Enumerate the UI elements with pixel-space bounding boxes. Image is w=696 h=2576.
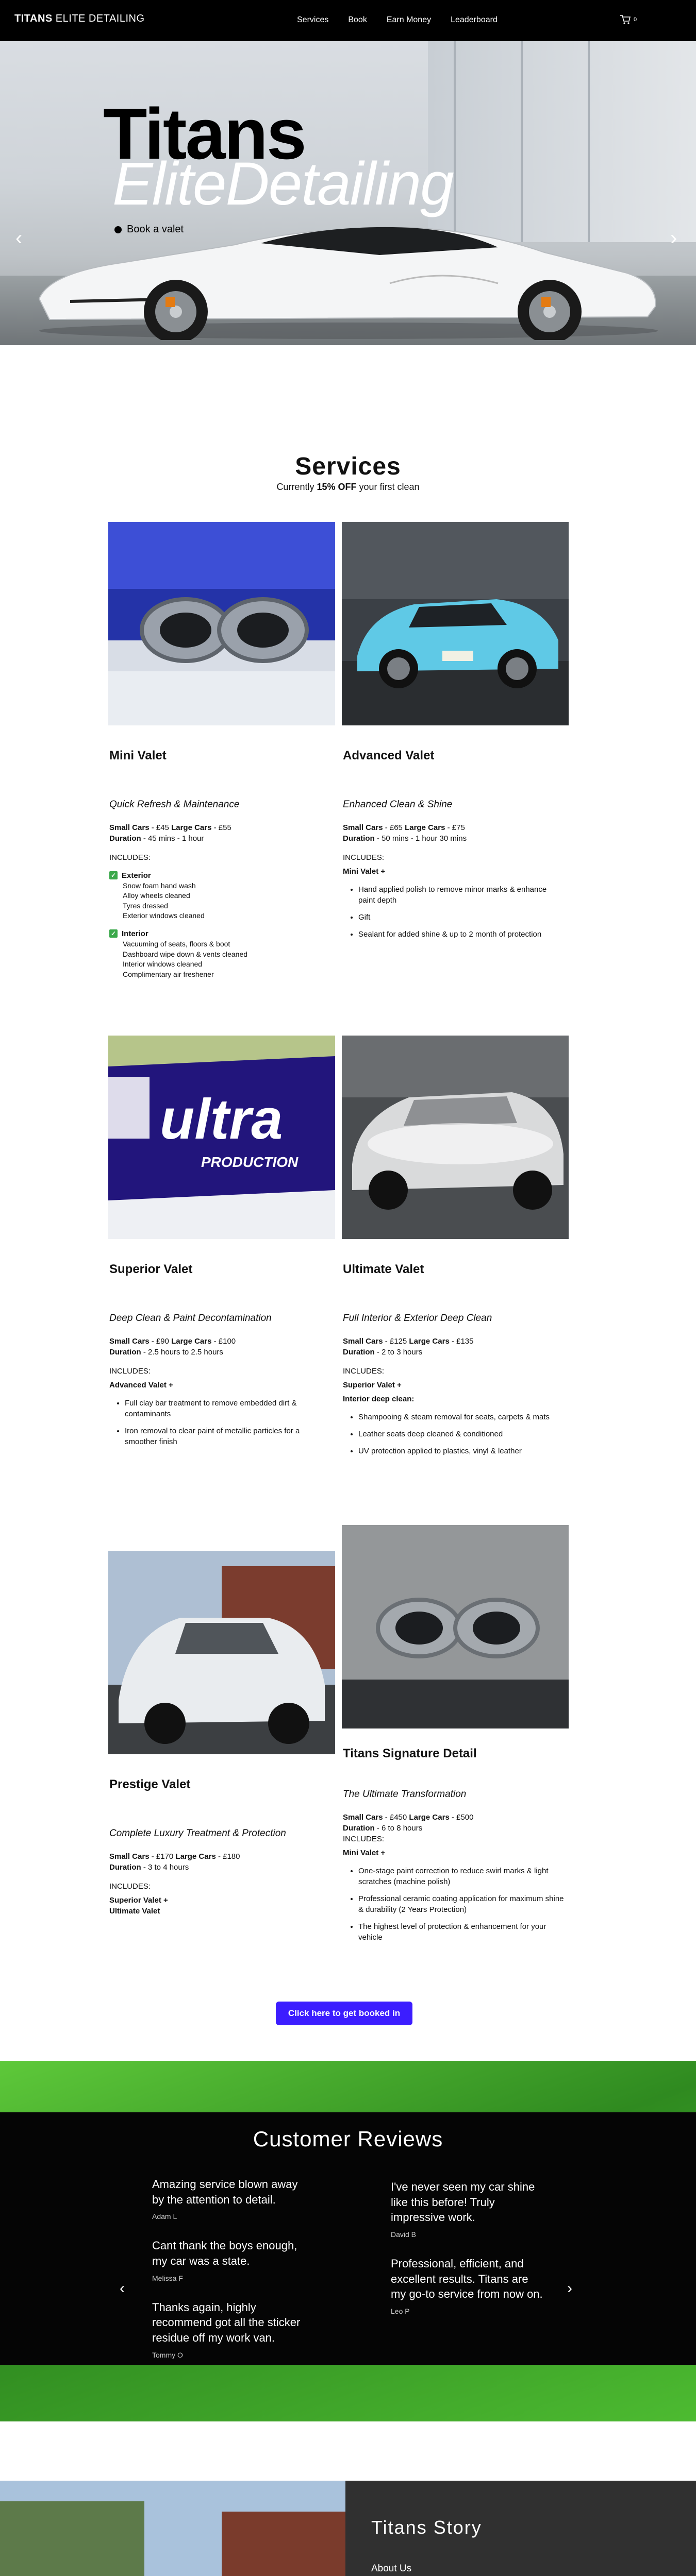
reviews-section <box>0 2061 696 2421</box>
list-item: Complimentary air freshener <box>123 970 214 978</box>
card-body <box>343 1312 565 1463</box>
duration-value: - 2.5 hours to 2.5 hours <box>141 1347 223 1357</box>
list-item: Dashboard wipe down & vents cleaned <box>123 950 248 958</box>
list-item: • Iron removal to clear paint of metallic particles for a smoother finish <box>125 1426 331 1447</box>
duration-value: - 6 to 8 hours <box>374 1823 423 1833</box>
card-price <box>343 822 565 833</box>
hero-book-label: Book a valet <box>127 224 184 235</box>
includes-label: INCLUDES: <box>343 853 385 862</box>
chevron-right-icon[interactable]: › <box>670 227 677 249</box>
card-title: Advanced Valet <box>343 749 435 762</box>
story-section <box>0 2421 696 2576</box>
cart-count: 0 <box>634 16 637 23</box>
advanced-valet-image <box>342 522 569 725</box>
card-tagline: Complete Luxury Treatment & Protection <box>109 1828 286 1839</box>
reviews-column-right <box>391 2179 545 2333</box>
service-card-ultimate-valet <box>342 1036 569 1455</box>
card-body <box>109 1827 331 1917</box>
price-value: - £125 <box>383 1336 409 1346</box>
chevron-left-icon[interactable]: ‹ <box>120 2280 125 2297</box>
review-quote: Thanks again, highly recommend got all the sticker residue off my work van. <box>152 2300 301 2345</box>
service-card-superior-valet <box>108 1036 335 1446</box>
duration-label: Duration <box>343 1823 375 1833</box>
list-item: • Professional ceramic coating application for maximum shine & durability (2 Years Protection) <box>358 1893 565 1915</box>
review-author: Leo P <box>391 2307 410 2316</box>
price-value: - £90 <box>149 1336 172 1346</box>
duration-label: Duration <box>109 1347 141 1357</box>
includes-plus: Advanced Valet + <box>109 1380 173 1389</box>
list-item: • Hand applied polish to remove minor marks & enhance paint depth <box>358 884 565 906</box>
card-duration <box>109 1347 331 1358</box>
price-label: Large Cars <box>171 823 212 832</box>
site-header <box>0 0 696 41</box>
includes-plus: Superior Valet + <box>343 1380 402 1389</box>
includes-plus: Superior Valet + <box>109 1895 168 1905</box>
review-author: Melissa F <box>152 2274 183 2282</box>
list-item: • UV protection applied to plastics, vinyl & leather <box>358 1446 565 1456</box>
includes-label: INCLUDES: <box>343 1366 385 1376</box>
card-price <box>109 822 331 833</box>
includes-label: INCLUDES: <box>109 853 151 862</box>
story-panel <box>345 2481 696 2576</box>
interior-label: Interior <box>122 929 148 938</box>
includes-sub: Interior deep clean: <box>343 1394 415 1403</box>
list-item: Snow foam hand wash <box>123 881 196 890</box>
exterior-label: Exterior <box>122 871 151 880</box>
site-logo[interactable] <box>14 13 145 25</box>
nav-services[interactable]: Services <box>297 15 329 24</box>
logo-accent: ELITE DETAILING <box>55 13 145 24</box>
price-label: Small Cars <box>343 1336 383 1346</box>
price-label: Large Cars <box>171 1336 212 1346</box>
card-list <box>125 1398 331 1447</box>
list-item: • Leather seats deep cleaned & conditioned <box>358 1429 565 1439</box>
review-author: Adam L <box>152 2212 177 2221</box>
card-duration <box>343 1347 565 1358</box>
services-title: Services <box>295 453 401 480</box>
price-label: Small Cars <box>343 1812 383 1822</box>
duration-label: Duration <box>109 834 141 843</box>
subtitle-discount: 15% OFF <box>317 482 357 492</box>
chevron-left-icon[interactable]: ‹ <box>15 227 23 249</box>
superior-valet-image <box>108 1036 335 1239</box>
review-quote: Cant thank the boys enough, my car was a state. <box>152 2239 297 2268</box>
card-tagline: The Ultimate Transformation <box>343 1789 467 1800</box>
hero-title-line2: EliteDetailing <box>112 150 453 218</box>
card-body <box>109 1312 331 1453</box>
price-value: - £100 <box>211 1336 236 1346</box>
checkmark-icon: ✓ <box>109 871 118 879</box>
list-item: • Shampooing & steam removal for seats, carpets & mats <box>358 1412 565 1422</box>
list-item: • Sealant for added shine & up to 2 month of protection <box>358 929 565 940</box>
card-duration <box>109 833 331 844</box>
story-image <box>0 2481 345 2576</box>
card-tagline: Enhanced Clean & Shine <box>343 799 453 810</box>
price-label: Small Cars <box>109 1336 150 1346</box>
nav-earn-money[interactable]: Earn Money <box>386 15 432 24</box>
review-author: David B <box>391 2230 417 2239</box>
price-label: Large Cars <box>175 1852 216 1861</box>
duration-value: - 50 mins - 1 hour 30 mins <box>374 834 467 843</box>
review-quote: Professional, efficient, and excellent results. Titans are my go-to service from now on. <box>391 2257 543 2301</box>
service-card-mini-valet <box>108 522 335 978</box>
cart-icon <box>620 14 631 25</box>
main-nav <box>297 15 517 25</box>
price-value: - £450 <box>383 1812 409 1822</box>
list-item: • One-stage paint correction to reduce swirl marks & light scratches (machine polish) <box>358 1866 565 1887</box>
duration-value: - 3 to 4 hours <box>141 1862 189 1872</box>
nav-leaderboard[interactable]: Leaderboard <box>451 15 498 24</box>
card-title: Prestige Valet <box>109 1777 191 1791</box>
price-value: - £75 <box>445 823 465 832</box>
price-value: - £500 <box>449 1812 474 1822</box>
price-label: Small Cars <box>109 823 150 832</box>
list-item: • Full clay bar treatment to remove embedded dirt & contaminants <box>125 1398 331 1419</box>
book-cta-button[interactable]: Click here to get booked in <box>276 2002 412 2025</box>
subtitle-pre: Currently <box>276 482 317 492</box>
prestige-valet-image <box>108 1551 335 1754</box>
card-tagline: Full Interior & Exterior Deep Clean <box>343 1313 492 1324</box>
mini-valet-image <box>108 522 335 725</box>
card-body <box>109 798 331 979</box>
card-title: Superior Valet <box>109 1262 193 1276</box>
card-price <box>343 1812 565 1823</box>
list-item: Alloy wheels cleaned <box>123 891 190 900</box>
hero-banner <box>0 41 696 345</box>
includes-label: INCLUDES: <box>109 1882 151 1891</box>
card-list <box>358 1412 565 1456</box>
review-quote: Amazing service blown away by the attention to detail. <box>152 2178 298 2206</box>
list-item: Vacuuming of seats, floors & boot <box>123 939 230 948</box>
van-logo-text: ultra <box>160 1088 283 1151</box>
list-item: Exterior windows cleaned <box>123 911 205 920</box>
reviews-title: Customer Reviews <box>253 2127 443 2151</box>
duration-label: Duration <box>343 834 375 843</box>
includes-plus: Mini Valet + <box>343 867 386 876</box>
includes-label: INCLUDES: <box>343 1834 385 1843</box>
bullet-icon <box>114 226 122 233</box>
interior-heading <box>109 928 331 939</box>
signature-detail-image <box>342 1525 569 1728</box>
checkmark-icon: ✓ <box>109 929 118 938</box>
card-duration <box>343 833 565 844</box>
list-item: • The highest level of protection & enhancement for your vehicle <box>358 1921 565 1943</box>
card-list <box>358 884 565 940</box>
review-author: Tommy O <box>152 2350 183 2359</box>
price-label: Large Cars <box>405 823 445 832</box>
price-value: - £180 <box>216 1852 240 1861</box>
story-title: Titans Story <box>371 2517 482 2538</box>
hero-title-line1: Titans <box>103 93 305 174</box>
price-value: - £45 <box>149 823 172 832</box>
card-body <box>343 1788 565 1949</box>
list-item: • Gift <box>358 912 565 923</box>
duration-value: - 2 to 3 hours <box>374 1347 423 1357</box>
service-card-advanced-valet <box>342 522 569 939</box>
duration-label: Duration <box>109 1862 141 1872</box>
list-item: Tyres dressed <box>123 901 168 910</box>
price-value: - £65 <box>383 823 405 832</box>
reviews-column-left <box>152 2177 307 2377</box>
subtitle-post: your first clean <box>356 482 420 492</box>
price-value: - £135 <box>449 1336 474 1346</box>
cart-button[interactable] <box>620 14 637 27</box>
services-subtitle <box>0 482 696 493</box>
card-price <box>343 1336 565 1347</box>
price-value: - £170 <box>149 1852 176 1861</box>
price-label: Small Cars <box>109 1852 150 1861</box>
ultimate-valet-image <box>342 1036 569 1239</box>
card-duration <box>343 1823 565 1834</box>
service-card-prestige-valet <box>108 1551 335 1916</box>
card-list <box>358 1866 565 1943</box>
van-logo-sub: PRODUCTION <box>201 1154 299 1170</box>
chevron-right-icon[interactable]: › <box>567 2280 572 2297</box>
price-value: - £55 <box>211 823 231 832</box>
service-card-signature-detail <box>342 1525 569 1942</box>
list-item: Interior windows cleaned <box>123 960 203 969</box>
duration-label: Duration <box>343 1347 375 1357</box>
hero-book-link[interactable] <box>114 224 184 235</box>
card-title: Mini Valet <box>109 749 167 762</box>
logo-main: TITANS <box>14 13 53 24</box>
includes-plus: Mini Valet + <box>343 1848 386 1857</box>
price-label: Large Cars <box>409 1336 450 1346</box>
nav-book[interactable]: Book <box>348 15 367 24</box>
duration-value: - 45 mins - 1 hour <box>141 834 204 843</box>
card-title: Ultimate Valet <box>343 1262 424 1276</box>
card-title: Titans Signature Detail <box>343 1747 477 1760</box>
review-quote: I've never seen my car shine like this before! Truly impressive work. <box>391 2180 535 2224</box>
exterior-heading <box>109 870 331 881</box>
card-tagline: Deep Clean & Paint Decontamination <box>109 1313 272 1324</box>
card-body <box>343 798 565 946</box>
price-label: Small Cars <box>343 823 383 832</box>
card-price <box>109 1336 331 1347</box>
about-heading: About Us <box>371 2563 412 2574</box>
includes-plus: Ultimate Valet <box>109 1906 160 1916</box>
card-duration <box>109 1862 331 1873</box>
card-tagline: Quick Refresh & Maintenance <box>109 799 240 810</box>
includes-label: INCLUDES: <box>109 1366 151 1376</box>
card-price <box>109 1851 331 1862</box>
price-label: Large Cars <box>409 1812 450 1822</box>
